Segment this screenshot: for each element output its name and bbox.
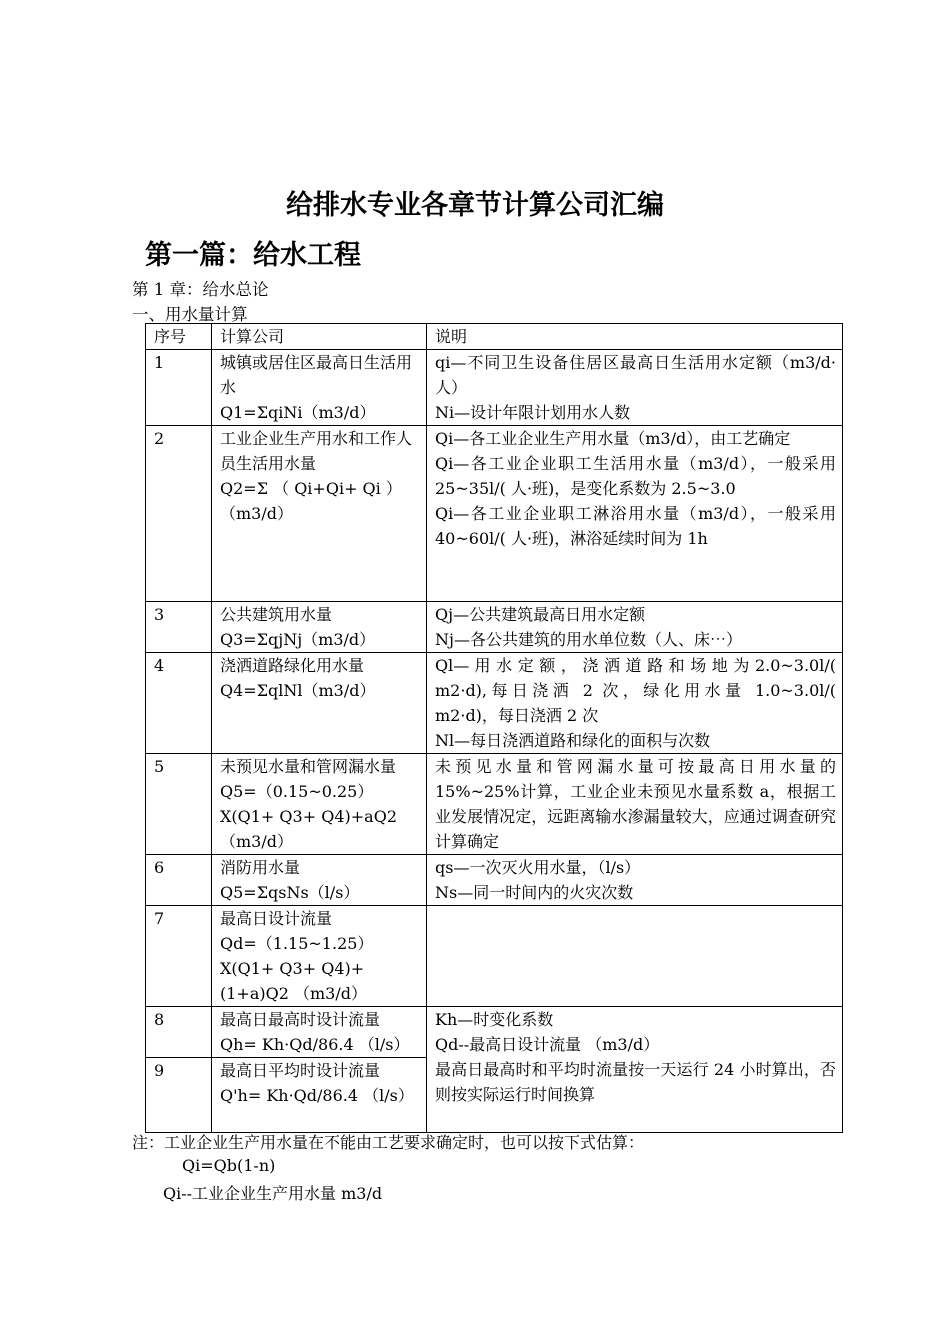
item-formula: Qh= Kh·Qd/86.4 （l/s） [220, 1035, 410, 1054]
description-line: Nj—各公共建筑的用水单位数（人、床⋯） [435, 630, 742, 649]
description-cell [427, 350, 843, 426]
description-cell [427, 1007, 843, 1133]
description-line: Qi—各工业企业生产用水量（m3/d），由工艺确定 [435, 429, 791, 448]
part-title: 第一篇：给水工程 [145, 240, 361, 271]
table-row [146, 906, 843, 1007]
calc-table [145, 323, 843, 1133]
formula-cell [212, 653, 427, 754]
description-line: Ql— 用 水 定 额 ， 浇 洒 道 路 和 场 地 为 2.0~3.0l/( m2·d),每日浇洒 2 次，绿化用水量 1.0~3.0l/( m2·d)，每日浇洒 2 次 [435, 656, 836, 725]
item-formula: Qd=（1.15~1.25）X(Q1+ Q3+ Q4)+(1+a)Q2 （m3/d） [220, 934, 374, 1003]
table-row [146, 426, 843, 602]
row-number: 7 [146, 906, 212, 1007]
header-cell: 序号 [146, 324, 212, 350]
description-line: 未预见水量和管网漏水量可按最高日用水量的 15%~25%计算，工业企业未预见水量系数 a，根据工业发展情况定，远距离输水渗漏量较大，应通过调查研究计算确定 [435, 757, 836, 851]
formula-cell [212, 1058, 427, 1133]
description-line: Qd--最高日设计流量 （m3/d） [435, 1035, 660, 1054]
item-name: 最高日设计流量 [220, 909, 333, 928]
item-formula: Q4=ΣqlNl（m3/d） [220, 681, 376, 700]
item-name: 城镇或居住区最高日生活用水 [220, 353, 413, 397]
description-line: qi—不同卫生设备住居区最高日生活用水定额（m3/d·人） [435, 353, 836, 397]
description-line: Qi—各工业企业职工生活用水量（m3/d），一般采用 25~35l/( 人·班)，是变化系数为 2.5~3.0 [435, 454, 836, 498]
row-number: 4 [146, 653, 212, 754]
chapter-heading: 第 1 章：给水总论 [132, 280, 269, 299]
description-cell [427, 754, 843, 855]
description-line: 最高日最高时和平均时流量按一天运行 24 小时算出，否则按实际运行时间换算 [435, 1060, 836, 1104]
item-formula: Q2=Σ （ Qi+Qi+ Qi ）（m3/d） [220, 479, 402, 523]
note-formula: Qi=Qb(1-n) [182, 1156, 276, 1175]
description-cell [427, 906, 843, 1007]
item-formula: Q5=ΣqsNs（l/s） [220, 883, 360, 902]
item-formula: Q3=ΣqjNj（m3/d） [220, 630, 376, 649]
table-row [146, 602, 843, 653]
doc-title: 给排水专业各章节计算公司汇编 [286, 190, 664, 221]
description-cell [427, 602, 843, 653]
row-number: 8 [146, 1007, 212, 1058]
description-cell [427, 426, 843, 602]
formula-cell [212, 754, 427, 855]
item-name: 最高日平均时设计流量 [220, 1061, 381, 1080]
description-line: Qj—公共建筑最高日用水定额 [435, 605, 646, 624]
row-number: 6 [146, 855, 212, 906]
table-row [146, 754, 843, 855]
item-name: 最高日最高时设计流量 [220, 1010, 381, 1029]
formula-cell [212, 906, 427, 1007]
row-number: 2 [146, 426, 212, 602]
formula-cell [212, 855, 427, 906]
table-row [146, 1007, 843, 1058]
note-text: 注：工业企业生产用水量在不能由工艺要求确定时，也可以按下式估算： [132, 1133, 645, 1152]
item-formula: Q5=（0.15~0.25）X(Q1+ Q3+ Q4)+aQ2 （m3/d） [220, 782, 397, 851]
header-cell: 说明 [427, 324, 843, 350]
formula-cell [212, 426, 427, 602]
description-line: Kh—时变化系数 [435, 1010, 554, 1029]
formula-cell [212, 350, 427, 426]
description-cell [427, 653, 843, 754]
item-name: 消防用水量 [220, 858, 301, 877]
description-line: Ns—同一时间内的火灾次数 [435, 883, 634, 902]
row-number: 5 [146, 754, 212, 855]
table-row [146, 855, 843, 906]
item-name: 浇洒道路绿化用水量 [220, 656, 365, 675]
item-name: 公共建筑用水量 [220, 605, 333, 624]
table-row [146, 653, 843, 754]
formula-cell [212, 602, 427, 653]
section-heading: 一、用水量计算 [132, 305, 248, 324]
note-definition: Qi--工业企业生产用水量 m3/d [163, 1184, 383, 1203]
item-name: 未预见水量和管网漏水量 [220, 757, 397, 776]
table-header-row [146, 324, 843, 350]
description-line: qs—一次灭火用水量，（l/s） [435, 858, 641, 877]
description-line: Qi—各工业企业职工淋浴用水量（m3/d），一般采用 40~60l/( 人·班)，淋浴延续时间为 1h [435, 504, 836, 548]
table-row [146, 350, 843, 426]
row-number: 9 [146, 1058, 212, 1133]
item-formula: Q'h= Kh·Qd/86.4 （l/s） [220, 1086, 414, 1105]
formula-cell [212, 1007, 427, 1058]
header-cell: 计算公司 [212, 324, 427, 350]
description-line: Ni—设计年限计划用水人数 [435, 403, 631, 422]
item-formula: Q1=ΣqiNi（m3/d） [220, 403, 376, 422]
row-number: 3 [146, 602, 212, 653]
row-number: 1 [146, 350, 212, 426]
description-line: Nl—每日浇洒道路和绿化的面积与次数 [435, 731, 711, 750]
item-name: 工业企业生产用水和工作人员生活用水量 [220, 429, 413, 473]
description-cell [427, 855, 843, 906]
